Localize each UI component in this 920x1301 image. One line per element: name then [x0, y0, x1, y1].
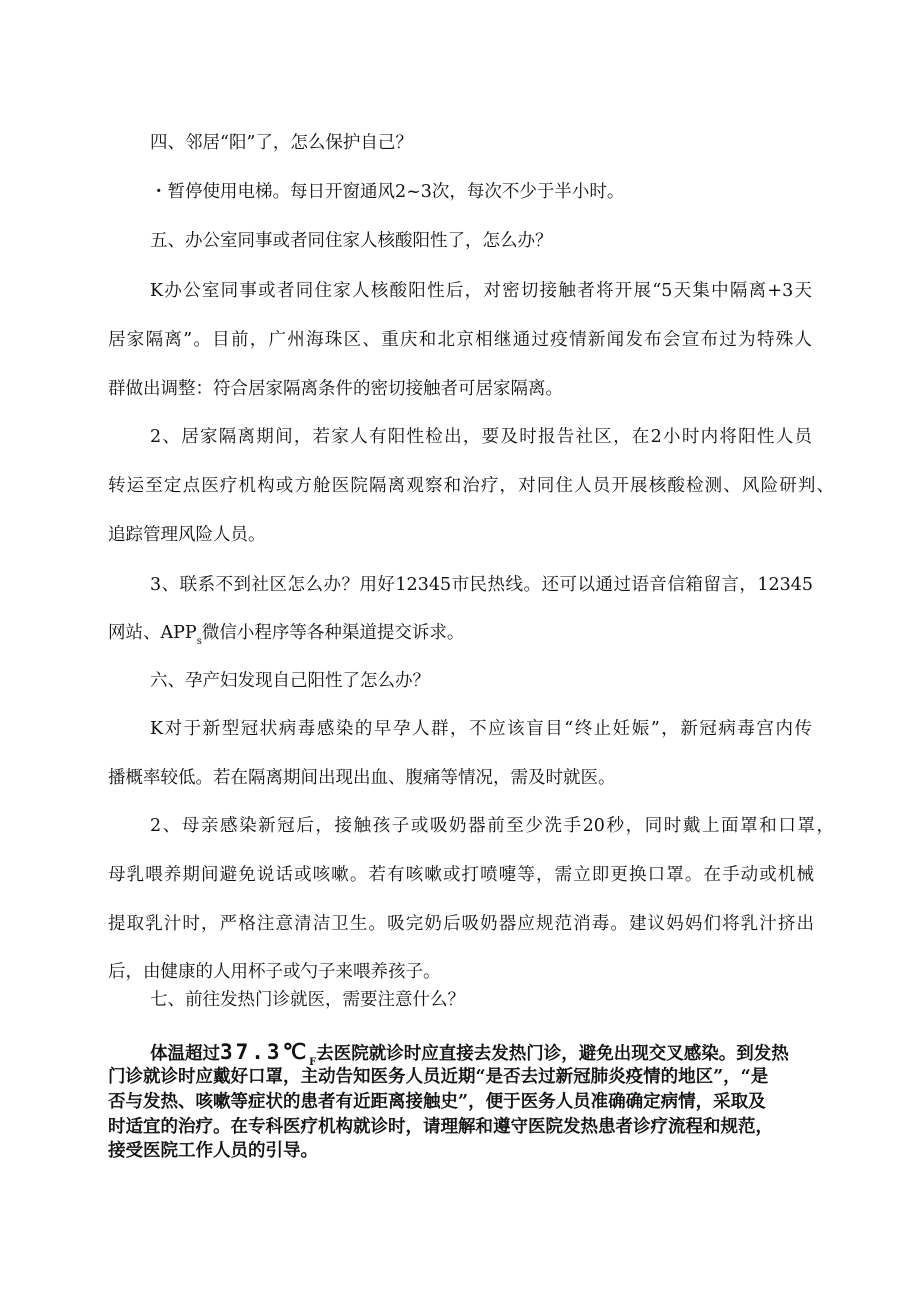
section5-p1-line3: 群做出调整：符合居家隔离条件的密切接触者可居家隔离。: [108, 379, 563, 399]
section5-heading: 五、办公室同事或者同住家人核酸阳性了，怎么办？: [150, 231, 553, 251]
temperature-subscript: F: [309, 1057, 317, 1068]
section5-p3-line2b: 微信小程序等各种渠道提交诉求。: [201, 623, 465, 643]
section6-p2-line3: 提取乳汁时，严格注意清洁卫生。吸完奶后吸奶器应规范消毒。建议妈妈们将乳汁挤出: [108, 914, 814, 934]
section6-p2-line2: 母乳喂养期间避免说话或咳嗽。若有咳嗽或打喷嚏等，需立即更换口罩。在手动或机械: [108, 865, 814, 885]
app-subscript: s: [196, 636, 202, 647]
section5-p2-line3: 追踪管理风险人员。: [108, 525, 266, 545]
section5-p2-line2: 转运至定点医疗机构或方舱医院隔离观察和治疗，对同住人员开展核酸检测、风险研判、: [108, 476, 834, 496]
section7-p1-line1b: 去医院就诊时应直接去发热门诊，避免出现交叉感染。到发热: [316, 1044, 789, 1064]
section6-p1-line2: 播概率较低。若在隔离期间出现出血、腹痛等情况，需及时就医。: [108, 768, 616, 788]
section5-p3-line1: 3、联系不到社区怎么办？用好12345市民热线。还可以通过语音信箱留言，12345: [150, 575, 813, 595]
section4-tip: ・暂停使用电梯。每日开窗通风2~3次，每次不少于半小时。: [150, 182, 625, 202]
section4-heading: 四、邻居“阳”了，怎么保护自己？: [150, 133, 413, 153]
section7-p1-line2: 门诊就诊时应戴好口罩，主动告知医务人员近期“是否去过新冠肺炎疫情的地区”，“是: [108, 1067, 769, 1087]
section6-p1-line1: K对于新型冠状病毒感染的早孕人群，不应该盲目“终止妊娠”，新冠病毒宫内传: [150, 719, 812, 739]
section5-p3-line2: [108, 621, 464, 648]
section7-p1-line5: 接受医院工作人员的引导。: [108, 1141, 318, 1161]
section7-heading: 七、前往发热门诊就医，需要注意什么？: [150, 990, 465, 1010]
section6-p2-line1: 2、母亲感染新冠后，接触孩子或吸奶器前至少洗手20秒，同时戴上面罩和口罩，: [150, 816, 834, 836]
section5-p3-line2a: 网站、APP: [108, 623, 197, 643]
section5-p1-line2: 居家隔离”。目前，广州海珠区、重庆和北京相继通过疫情新闻发布会宣布过为特殊人: [108, 330, 812, 350]
section5-p2-line1: 2、居家隔离期间，若家人有阳性检出，要及时报告社区，在2小时内将阳性人员: [150, 427, 812, 447]
section6-p2-line4: 后，由健康的人用杯子或勺子来喂养孩子。: [108, 962, 441, 982]
section7-p1-line4: 时适宜的治疗。在专科医疗机构就诊时，请理解和遵守医院发热患者诊疗流程和规范，: [108, 1117, 773, 1137]
section7-p1-line1a: 体温超过: [150, 1044, 220, 1064]
section7-p1-line3: 否与发热、咳嗽等症状的患者有近距离接触史”，便于医务人员准确确定病情，采取及: [108, 1092, 766, 1112]
section6-heading: 六、孕产妇发现自己阳性了怎么办？: [150, 671, 430, 691]
section5-p1-line1: K办公室同事或者同住家人核酸阳性后，对密切接触者将开展“5天集中隔离+3天: [150, 281, 812, 301]
temperature-value: 37.3℃: [220, 1040, 310, 1064]
